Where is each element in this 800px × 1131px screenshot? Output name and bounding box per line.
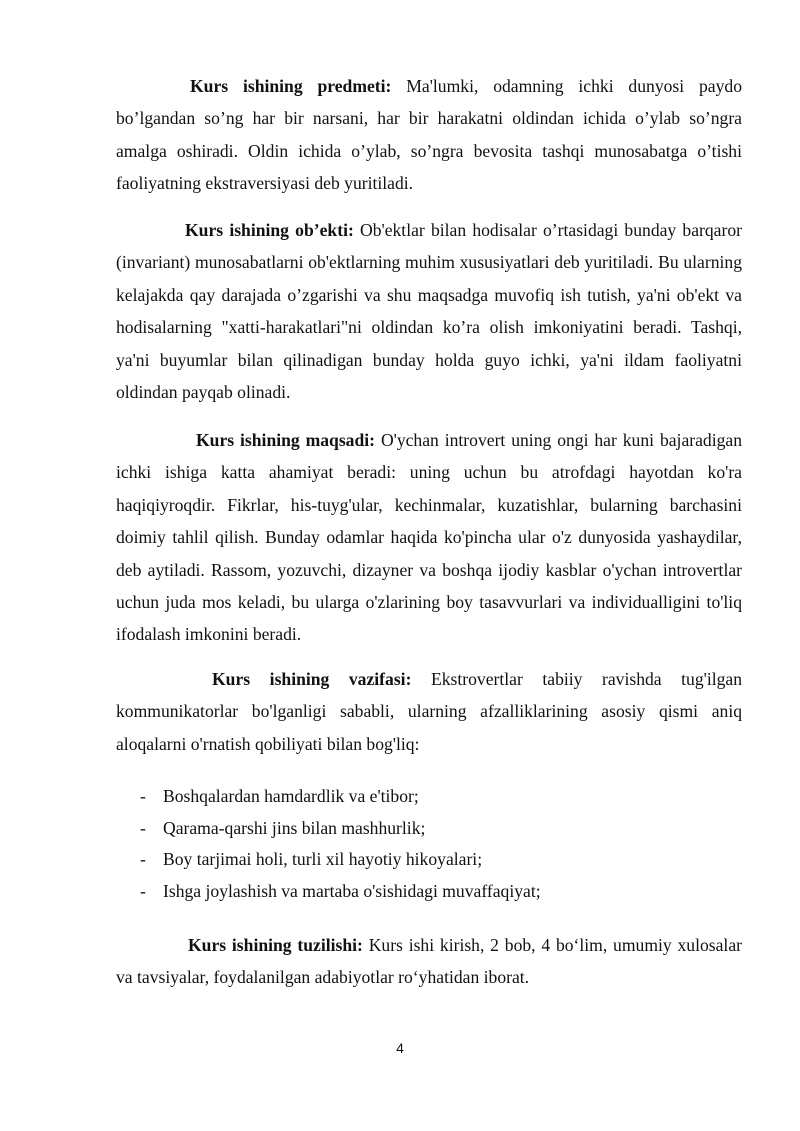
list-item: [116, 781, 742, 813]
section-label-tuzilishi: Kurs ishining tuzilishi:: [188, 935, 363, 955]
list-item: [116, 844, 742, 876]
section-label-maqsadi: Kurs ishining maqsadi:: [196, 430, 376, 450]
list-marker: -: [140, 849, 146, 869]
section-text-vazifasi: Ekstrovertlar tabiiy ravishda tug'ilgan kommunikatorlar bo'lganligi sababli, ularning afzalliklarining asosiy qismi aniq aloqalarni o'rnatish qobiliyati bilan bog'liq:: [116, 669, 742, 754]
paragraph-obekti: [116, 214, 742, 408]
paragraph-predmeti: [116, 70, 742, 200]
section-text-predmeti: Ma'lumki, odamning ichki dunyosi paydo bo’lgandan so’ng har bir narsani, har bir harakatni oldindan ichida o’ylab so’ngra amalga oshiradi. Oldin ichida o’ylab, so’ngra bevosita tashqi munosabatga o’tishi faoliyatning ekstraversiyasi deb yuritiladi.: [116, 76, 742, 194]
list-marker: -: [140, 880, 146, 901]
list-item-text: Qarama-qarshi jins bilan mashhurlik;: [163, 817, 426, 838]
list-marker: -: [140, 817, 146, 838]
section-text-maqsadi: O'ychan introvert uning ongi har kuni bajaradigan ichki ishiga katta ahamiyat beradi: uning uchun bu atrofdagi hayotdan ko'ra haqiqiyroqdir. Fikrlar, his-tuyg'ular, kechinmalar, kuzatishlar, bularning barchasini doimiy tahlil qilish. Bunday odamlar haqida ko'pincha ular o'z dunyosida yashaydilar, deb aytiladi. Rassom, yozuvchi, dizayner va boshqa ijodiy kasblar o'ychan introvertlar uchun juda mos keladi, bu ularga o'zlarining boy tasavvurlari va individualligini to'liq ifodalash imkonini beradi.: [116, 430, 743, 645]
paragraph-maqsadi: [116, 424, 742, 651]
list-item-text: Boy tarjimai holi, turli xil hayotiy hikoyalari;: [163, 849, 483, 869]
section-label-vazifasi: Kurs ishining vazifasi:: [212, 669, 412, 689]
page-number: 4: [396, 1040, 404, 1056]
paragraph-tuzilishi: [116, 929, 742, 994]
bullet-list: [116, 781, 742, 907]
section-label-obekti: Kurs ishining ob’ekti:: [185, 220, 354, 240]
section-label-predmeti: Kurs ishining predmeti:: [190, 76, 392, 96]
list-item-text: Ishga joylashish va martaba o'sishidagi muvaffaqiyat;: [163, 880, 541, 901]
section-text-tuzilishi: Kurs ishi kirish, 2 bob, 4 bo‘lim, umumiy xulosalar va tavsiyalar, foydalanilgan adabiyotlar ro‘yhatidan iborat.: [116, 935, 742, 988]
section-text-obekti: Ob'ektlar bilan hodisalar o’rtasidagi bunday barqaror (invariant) munosabatlarni ob'ektlarning muhim xususiyatlari deb yuritiladi. Bu ularning kelajakda qay darajada o’zgarishi va shu maqsadga muvofiq ish tutish, ya'ni ob'ekt va hodisalarning "xatti-harakatlari"ni oldindan ko’ra olish imkoniyatini beradi. Tashqi, ya'ni buyumlar bilan qilinadigan bunday holda guyo ichki, ya'ni ildam faoliyatni oldindan payqab olinadi.: [116, 220, 743, 403]
list-marker: -: [140, 786, 146, 806]
paragraph-vazifasi: [116, 663, 742, 760]
list-item: [116, 876, 742, 908]
list-item-text: Boshqalardan hamdardlik va e'tibor;: [163, 786, 419, 806]
list-item: [116, 813, 742, 845]
